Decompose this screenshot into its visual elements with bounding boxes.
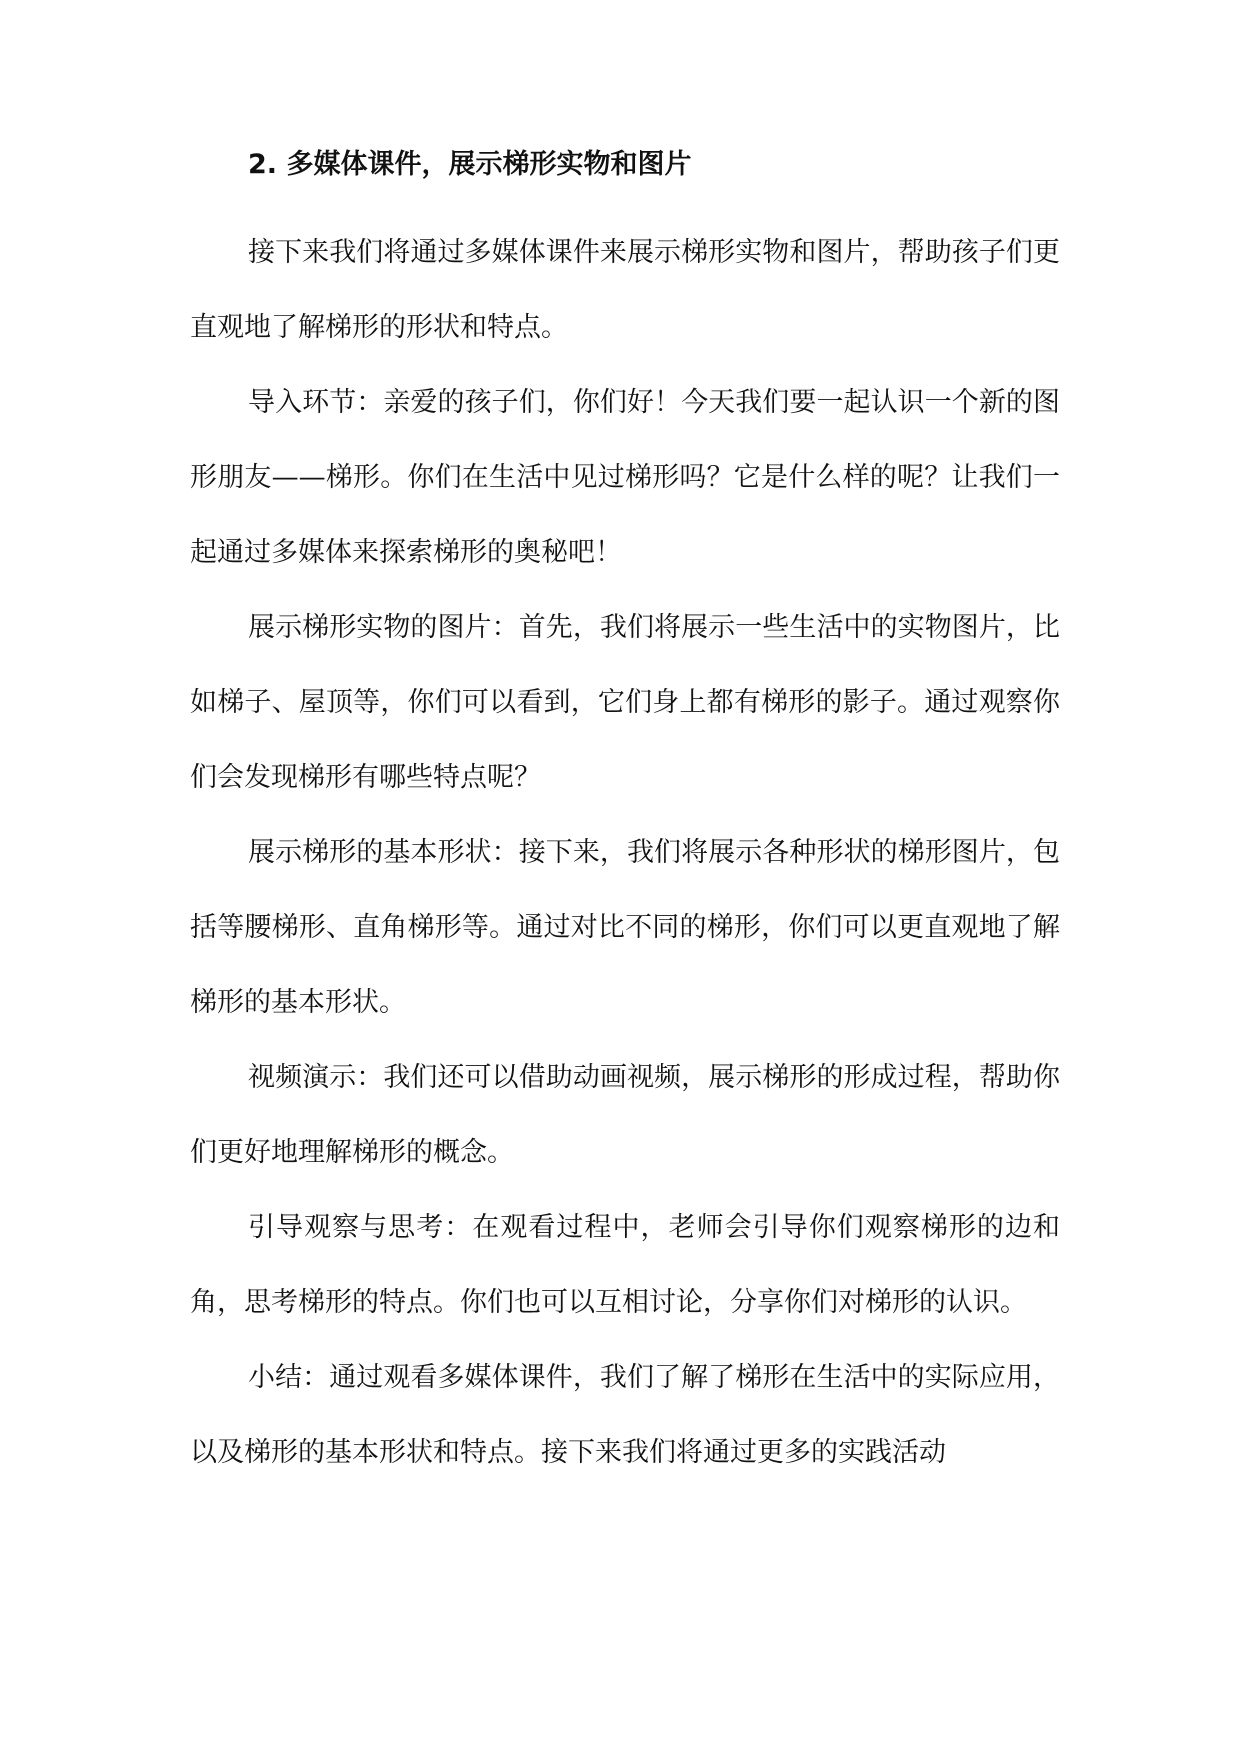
paragraph-guided-observation: 引导观察与思考：在观看过程中，老师会引导你们观察梯形的边和角，思考梯形的特点。你们也可以互相讨论，分享你们对梯形的认识。 [190,1212,1060,1318]
paragraph-intro: 接下来我们将通过多媒体课件来展示梯形实物和图片，帮助孩子们更直观地了解梯形的形状和特点。 [190,237,1060,343]
paragraph-summary: 小结：通过观看多媒体课件，我们了解了梯形在生活中的实际应用，以及梯形的基本形状和特点。接下来我们将通过更多的实践活动 [190,1362,1060,1468]
paragraph-video-demo: 视频演示：我们还可以借助动画视频，展示梯形的形成过程，帮助你们更好地理解梯形的概念。 [190,1062,1060,1168]
paragraph-basic-shapes: 展示梯形的基本形状：接下来，我们将展示各种形状的梯形图片，包括等腰梯形、直角梯形等。通过对比不同的梯形，你们可以更直观地了解梯形的基本形状。 [190,837,1060,1018]
paragraph-real-objects: 展示梯形实物的图片：首先，我们将展示一些生活中的实物图片，比如梯子、屋顶等，你们可以看到，它们身上都有梯形的影子。通过观察你们会发现梯形有哪些特点呢？ [190,612,1060,793]
paragraph-lead-in: 导入环节：亲爱的孩子们，你们好！今天我们要一起认识一个新的图形朋友——梯形。你们在生活中见过梯形吗？它是什么样的呢？让我们一起通过多媒体来探索梯形的奥秘吧！ [190,387,1060,568]
document-body [190,140,1060,1490]
section-heading: 2. 多媒体课件，展示梯形实物和图片 [248,149,692,180]
